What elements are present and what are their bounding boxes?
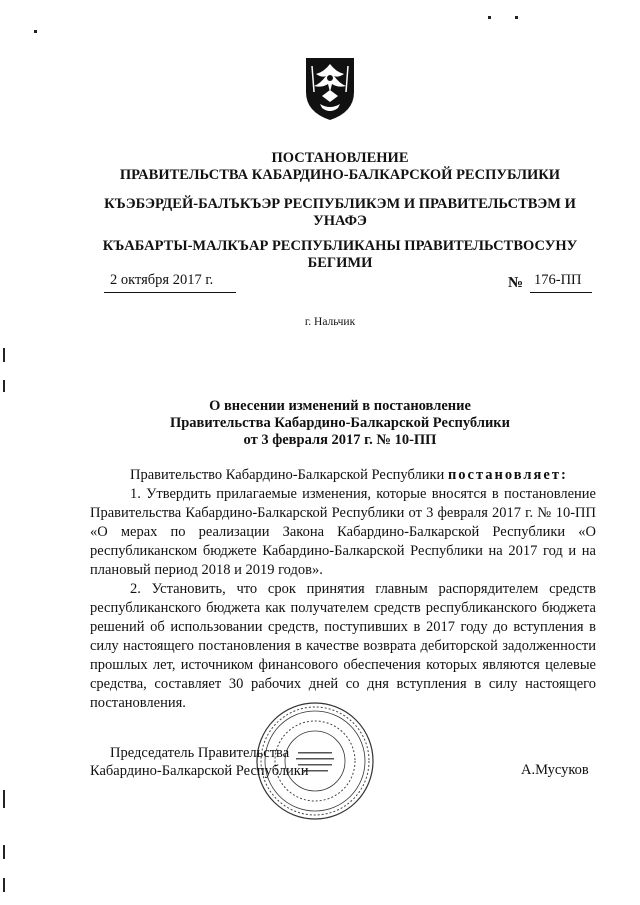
scan-mark — [3, 845, 5, 859]
header-line: ПРАВИТЕЛЬСТВА КАБАРДИНО-БАЛКАРСКОЙ РЕСПУБЛИКИ — [119, 167, 561, 183]
header-balkar — [80, 238, 600, 272]
title-line: от 3 февраля 2017 г. № 10-ПП — [243, 432, 437, 448]
position-line: Председатель Правительства — [110, 745, 290, 761]
paragraph-2: 2. Установить, что срок принятия главным распорядителем средств республиканского бюджета как получателем средств республиканского бюджета решений об использовании средств, поступивших в 2017 году до вступления в силу настоящего постановления в качестве возврата дебиторской задолженности прошлых лет, источником финансового обеспечения которых являются целевые средства, составляет 30 рабочих дней со дня вступления в силу настоящего постановления. — [90, 581, 596, 711]
number-sign: № — [508, 275, 524, 291]
scan-mark — [515, 16, 518, 19]
intro-text: Правительство Кабардино-Балкарской Республики — [130, 467, 445, 483]
header-line: ПОСТАНОВЛЕНИЕ — [271, 150, 409, 166]
header-line: БЕГИМИ — [307, 255, 373, 271]
header-line: КЪЭБЭРДЕЙ-БАЛЪКЪЭР РЕСПУБЛИКЭМ И ПРАВИТЕЛЬСТВЭМ И — [104, 196, 576, 212]
header-line: УНАФЭ — [313, 213, 367, 229]
scan-mark — [488, 16, 491, 19]
title-line: О внесении изменений в постановление — [209, 398, 471, 414]
document-header — [80, 150, 600, 184]
intro-paragraph — [90, 466, 596, 485]
number-underline — [530, 292, 592, 293]
scan-mark — [34, 30, 37, 33]
scan-mark — [3, 790, 5, 808]
document-body — [90, 466, 596, 713]
city: г. Нальчик — [304, 316, 356, 328]
document-title — [100, 398, 580, 449]
signature-position — [90, 744, 309, 780]
date-underline — [104, 292, 236, 293]
signatory-name: А.Мусуков — [521, 762, 589, 778]
document-number: 176-ПП — [534, 272, 582, 288]
header-line: КЪАБАРТЫ-МАЛКЪАР РЕСПУБЛИКАНЫ ПРАВИТЕЛЬСТВОСУНУ — [102, 238, 578, 254]
decrees-word: постановляет: — [447, 467, 568, 483]
scan-mark — [3, 380, 5, 392]
scan-mark — [3, 878, 5, 892]
title-line: Правительства Кабардино-Балкарской Республики — [169, 415, 511, 431]
coat-of-arms-icon — [302, 52, 358, 122]
position-line: Кабардино-Балкарской Республики — [90, 763, 309, 779]
header-kabardian — [80, 196, 600, 230]
document-date: 2 октября 2017 г. — [110, 272, 214, 288]
scan-mark — [3, 348, 5, 362]
paragraph-1: 1. Утвердить прилагаемые изменения, которые вносятся в постановление Правительства Кабардино-Балкарской Республики от 3 февраля 2017 г. № 10-ПП «О мерах по реализации Закона Кабардино-Балкарской Республики «О республиканском бюджете Кабардино-Балкарской Республики на 2017 год и на плановый период 2018 и 2019 годов». — [90, 486, 596, 578]
